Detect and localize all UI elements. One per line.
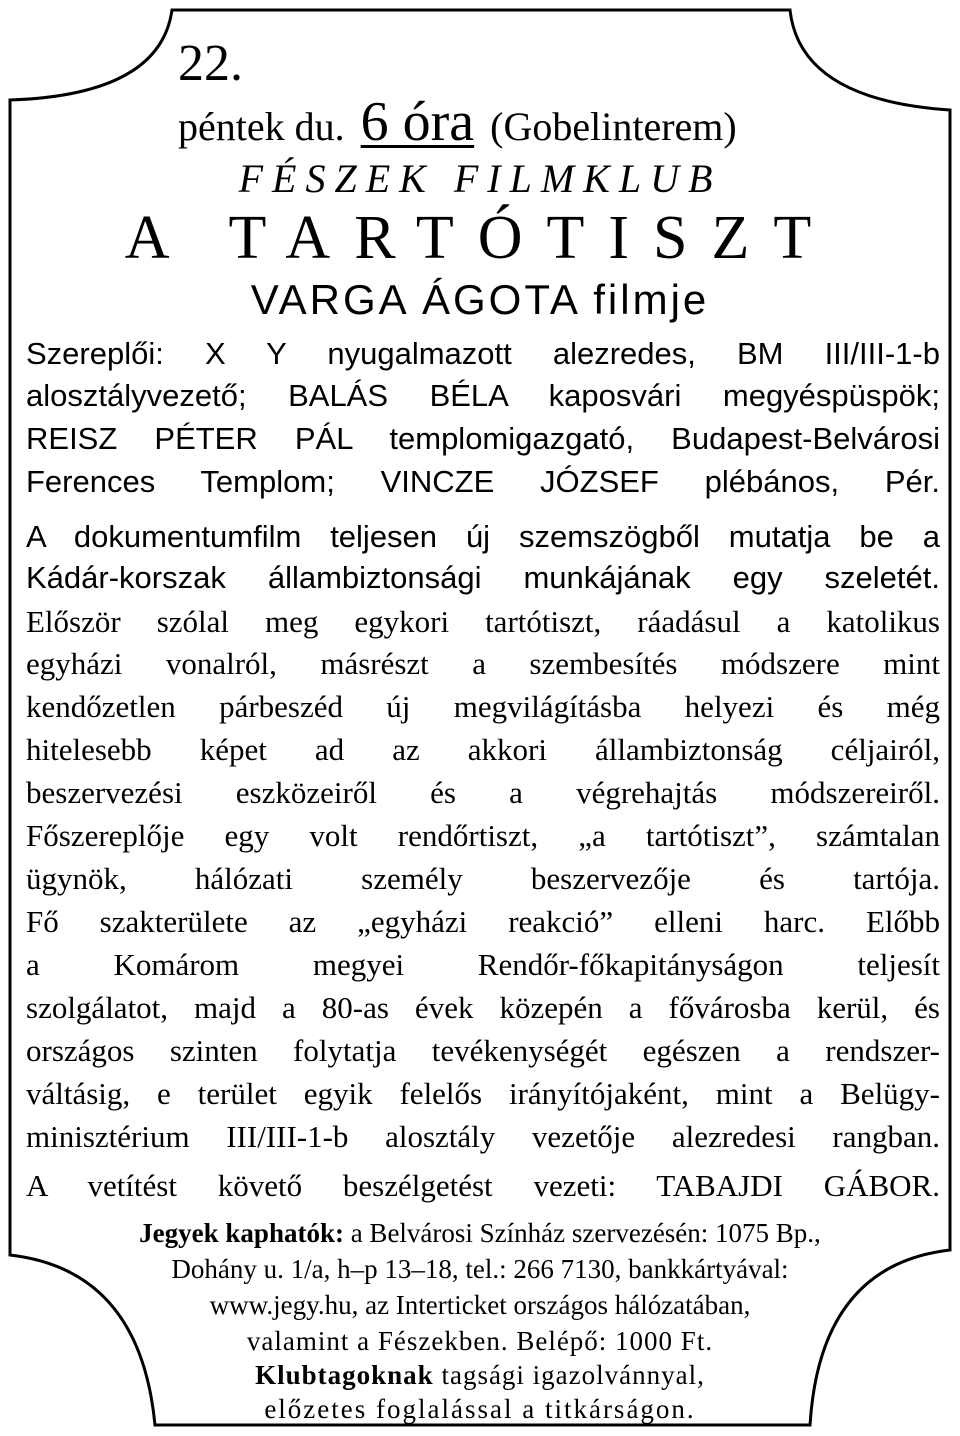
tickets-venue: a Belvárosi Színház szervezésén: 1075 Bp.,	[343, 1218, 821, 1248]
cast-line-2: alosztályvezető; BALÁS BÉLA kaposvári megyéspüspök;	[26, 378, 940, 413]
description-line-14: váltásig, e terület egyik felelős irányítójaként, mint a Belügy-	[26, 1076, 940, 1111]
day-label: péntek du.	[178, 104, 345, 149]
day-number: 22.	[178, 35, 243, 92]
description-line-11: a Komárom megyei Rendőr-főkapitányságon teljesít	[26, 947, 940, 982]
description-line-6: hitelesebb képet ad az akkori állambiztonság céljairól,	[26, 732, 940, 767]
members-condition: tagsági igazolvánnyal,	[433, 1360, 705, 1390]
event-time-line	[178, 91, 737, 153]
film-title: A TARTÓTISZT	[124, 204, 836, 272]
tickets-line-6: előzetes foglalással a titkárságon.	[264, 1394, 696, 1424]
tickets-line-5	[0, 1362, 960, 1389]
description-line-15: minisztérium III/III-1-b alosztály vezetője alezredesi rangban.	[26, 1119, 940, 1154]
cast-line-1: Szereplői: X Y nyugalmazott alezredes, BM III/III-1-b	[26, 336, 940, 371]
tickets-line-4: valamint a Fészekben. Belépő: 1000 Ft.	[246, 1326, 714, 1356]
description-line-4: egyházi vonalról, másrészt a szembesítés módszere mint	[26, 646, 940, 681]
room-name: (Gobelinterem)	[490, 104, 737, 149]
club-name: FÉSZEK FILMKLUB	[238, 156, 722, 201]
description-line-8: Főszereplője egy volt rendőrtiszt, „a tartótiszt”, számtalan	[26, 818, 940, 853]
tickets-label: Jegyek kaphatók:	[139, 1218, 344, 1248]
description-line-1: A dokumentumfilm teljesen új szemszögből mutatja be a	[26, 519, 940, 554]
cast-line-3: REISZ PÉTER PÁL templomigazgató, Budapest-Belvárosi	[26, 421, 940, 456]
cast-line-4: Ferences Templom; VINCZE JÓZSEF plébános, Pér.	[26, 464, 940, 499]
description-line-13: országos szinten folytatja tevékenységét egészen a rendszer-	[26, 1033, 940, 1068]
description-line-5: kendőzetlen párbeszéd új megvilágításba helyezi és még	[26, 689, 940, 724]
director-line: VARGA ÁGOTA filmje	[250, 276, 710, 323]
description-line-7: beszervezési eszközeiről és a végrehajtás módszereiről.	[26, 775, 940, 810]
start-time: 6 óra	[360, 91, 475, 153]
description-line-9: ügynök, hálózati személy beszervezője és tartója.	[26, 861, 940, 896]
members-label: Klubtagoknak	[255, 1360, 434, 1390]
tickets-line-1	[0, 1220, 960, 1247]
tickets-line-2: Dohány u. 1/a, h–p 13–18, tel.: 266 7130, bankkártyával:	[171, 1254, 789, 1284]
tickets-line-3: www.jegy.hu, az Interticket országos hálózatában,	[209, 1290, 751, 1320]
description-line-3: Először szólal meg egykori tartótiszt, ráadásul a katolikus	[26, 604, 940, 639]
description-line-12: szolgálatot, majd a 80-as évek közepén a fővárosba kerül, és	[26, 990, 940, 1025]
description-line-2: Kádár-korszak állambiztonsági munkájának egy szeletét.	[26, 560, 940, 595]
description-line-10: Fő szakterülete az „egyházi reakció” elleni harc. Előbb	[26, 904, 940, 939]
moderator-line: A vetítést követő beszélgetést vezeti: TABAJDI GÁBOR.	[26, 1168, 940, 1203]
